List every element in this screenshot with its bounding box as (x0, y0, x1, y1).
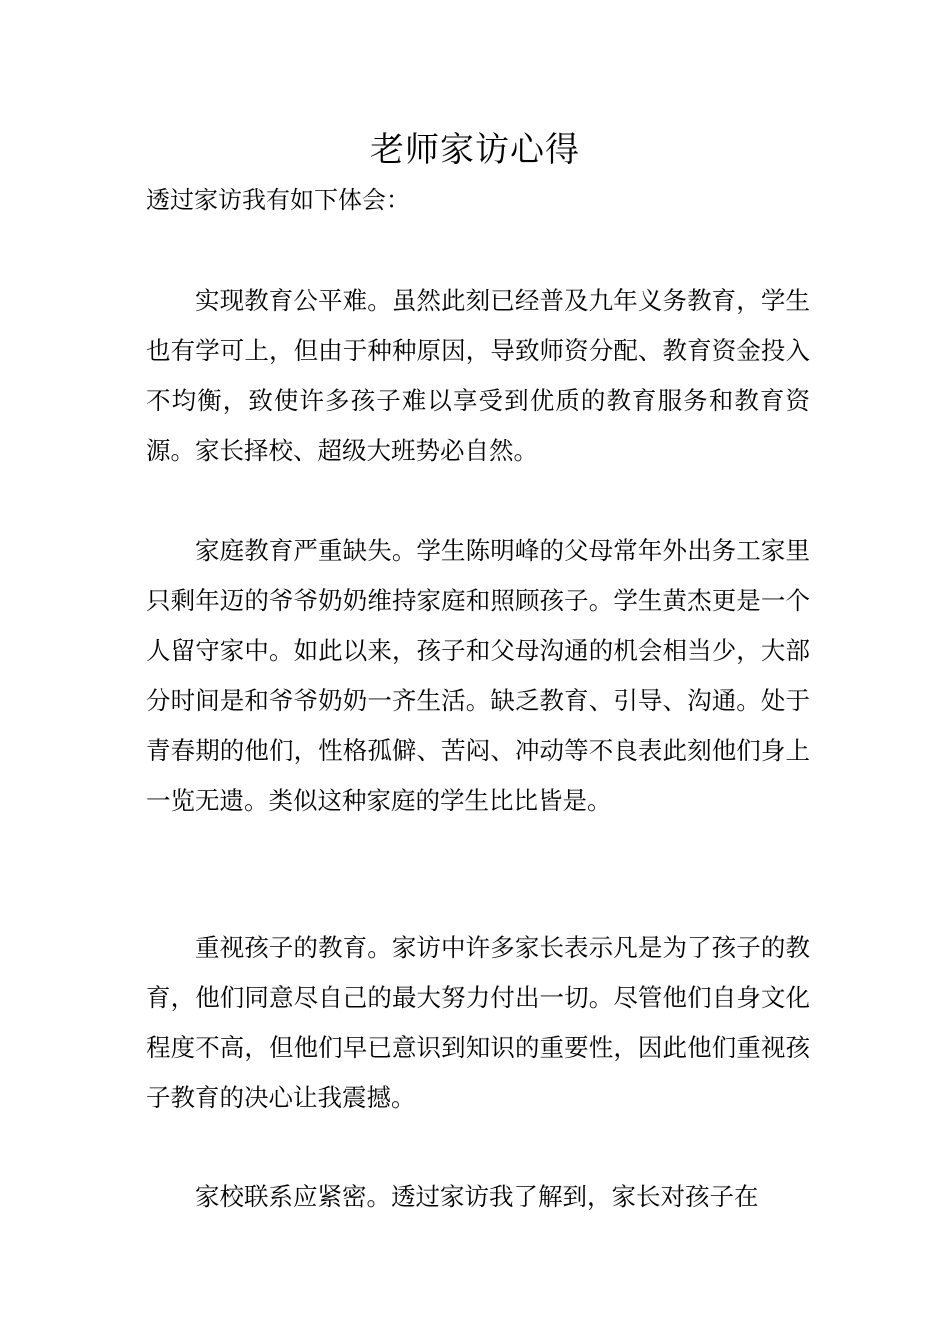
paragraph-family-education: 家庭教育严重缺失。学生陈明峰的父母常年外出务工家里只剩年迈的爷爷奶奶维持家庭和照顾孩子。学生黄杰更是一个人留守家中。如此以来，孩子和父母沟通的机会相当少，大部分时间是和爷爷奶奶一齐生活。缺乏教育、引导、沟通。处于青春期的他们，性格孤僻、苦闷、冲动等不良表此刻他们身上一览无遗。类似这种家庭的学生比比皆是。 (146, 536, 810, 815)
paragraph-education-equity: 实现教育公平难。虽然此刻已经普及九年义务教育，学生也有学可上，但由于种种原因，导致师资分配、教育资金投入不均衡，致使许多孩子难以享受到优质的教育服务和教育资源。家长择校、超级大班势必自然。 (146, 286, 810, 465)
intro-line: 透过家访我有如下体会： (146, 186, 410, 214)
document-title: 老师家访心得 (370, 130, 580, 170)
paragraph-value-education: 重视孩子的教育。家访中许多家长表示凡是为了孩子的教育，他们同意尽自己的最大努力付出一切。尽管他们自身文化程度不高，但他们早已意识到知识的重要性，因此他们重视孩子教育的决心让我震撼。 (146, 933, 810, 1112)
paragraph-home-school-contact: 家校联系应紧密。透过家访我了解到，家长对孩子在 (195, 1182, 759, 1211)
